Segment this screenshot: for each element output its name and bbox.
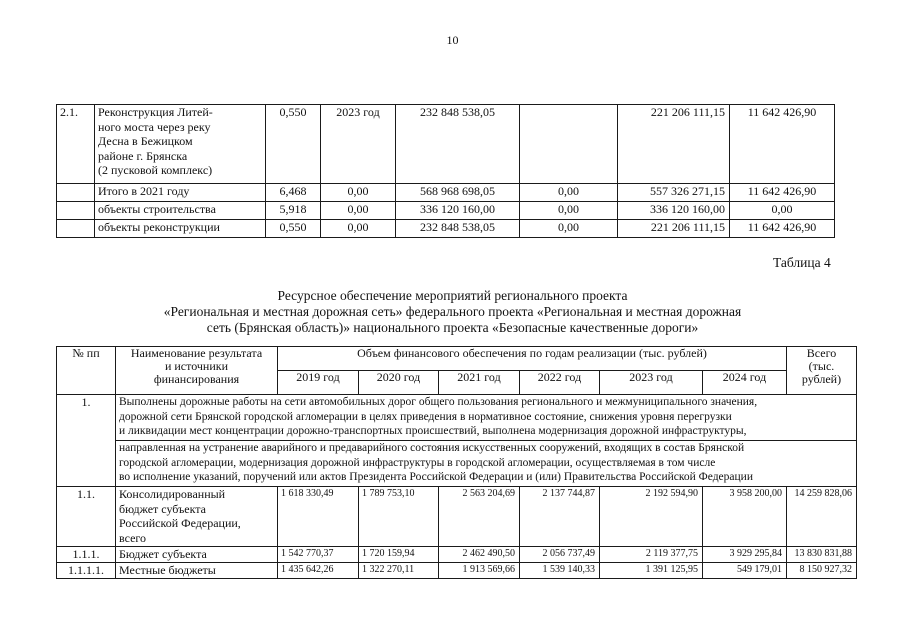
total-cell: 568 968 698,05 [396,184,520,202]
year-cell: 2023 год [321,105,396,184]
header-volume: Объем финансового обеспечения по годам реализации (тыс. рублей) [278,347,787,371]
total-cell: 14 259 828,06 [787,487,857,547]
value-cell: 0,00 [520,202,618,220]
result-line: и ликвидации мест концентрации дорожно-транспортных происшествий, выполнена модернизация дорожной инфраструктуры, [119,425,747,437]
value-cell: 2 056 737,49 [520,547,600,563]
result-row [57,395,857,441]
document-title [0,288,905,336]
value-cell: 557 326 271,15 [618,184,730,202]
total-cell: 232 848 538,05 [396,220,520,238]
table-label: Таблица 4 [773,255,831,270]
title-line: «Региональная и местная дорожная сеть» федерального проекта «Региональная и местная дорожная [163,304,742,319]
header-row [57,347,857,371]
row-number: 2.1. [57,105,95,184]
value-cell: 336 120 160,00 [618,202,730,220]
result-line: направленная на устранение аварийного и предаварийного состояния искусственных сооружений, входящих в состав Брянской [119,442,745,454]
result-line: Выполнены дорожные работы на сети автомобильных дорог общего пользования регионального и межмуниципального значения, [119,396,758,408]
value-cell: 11 642 426,90 [730,184,835,202]
value-cell: 2 119 377,75 [600,547,703,563]
value-cell: 221 206 111,15 [618,220,730,238]
value-cell: 2 462 490,50 [439,547,520,563]
length-cell: 6,468 [266,184,321,202]
value-cell: 1 913 569,66 [439,563,520,579]
result-number: 1. [57,395,116,487]
table-row [57,563,857,579]
object-name-line: районе г. Брянска [98,148,188,163]
header-total-line: рублей) [801,372,842,386]
value-cell: 1 435 642,26 [278,563,359,579]
row-number [57,184,95,202]
table-row [57,105,835,184]
title-line: сеть (Брянская область)» национального проекта «Безопасные качественные дороги» [206,320,699,335]
table-row [57,184,835,202]
value-cell: 1 322 270,11 [359,563,439,579]
value-cell: 0,00 [730,202,835,220]
value-cell: 11 642 426,90 [730,220,835,238]
table-row [57,202,835,220]
object-name: Итого в 2021 году [95,184,266,202]
object-name [95,105,266,184]
result-description [116,441,857,487]
result-row [57,441,857,487]
total-cell: 232 848 538,05 [396,105,520,184]
header-year: 2019 год [278,371,359,395]
total-cell: 336 120 160,00 [396,202,520,220]
source-name: Бюджет субъекта [116,547,278,563]
header-name [116,347,278,395]
object-name-line: (2 пусковой комплекс) [98,163,213,177]
result-line: дорожной сети Брянской городской агломерации в целях приведения в нормативное состояние, снижения уровня перегрузки [119,410,732,423]
source-name: Местные бюджеты [116,563,278,579]
row-number: 1.1.1. [57,547,116,563]
year-cell: 0,00 [321,184,396,202]
result-description [116,395,857,441]
page-number: 10 [446,33,459,47]
title-line: Ресурсное обеспечение мероприятий регионального проекта [277,288,628,303]
object-name-line: Реконструкция Литей- [98,105,213,119]
total-cell: 13 830 831,88 [787,547,857,563]
result-line: городской агломерации, модернизация дорожной инфраструктуры в городской агломерации, осуществляемая в том числе [119,456,716,469]
value-cell [520,105,618,184]
value-cell: 1 542 770,37 [278,547,359,563]
source-name-line: бюджет субъекта [119,501,207,516]
object-name: объекты реконструкции [95,220,266,238]
row-number: 1.1. [57,487,116,547]
value-cell: 11 642 426,90 [730,105,835,184]
table-row [57,220,835,238]
resource-table [56,346,857,579]
total-cell: 8 150 927,32 [787,563,857,579]
header-total [787,347,857,395]
year-cell: 0,00 [321,202,396,220]
value-cell: 2 137 744,87 [520,487,600,547]
length-cell: 0,550 [266,105,321,184]
header-total-line: Всего [806,346,837,360]
header-name-line: финансирования [153,372,240,386]
table-row [57,547,857,563]
year-cell: 0,00 [321,220,396,238]
header-year: 2020 год [359,371,439,395]
source-name-line: всего [119,530,147,545]
table-row [57,487,857,547]
value-cell: 0,00 [520,184,618,202]
source-name [116,487,278,547]
length-cell: 0,550 [266,220,321,238]
object-name: объекты строительства [95,202,266,220]
object-name-line: ного моста через реку [98,119,211,134]
row-number: 1.1.1.1. [57,563,116,579]
object-name-line: Десна в Бежицком [98,134,193,148]
value-cell: 1 391 125,95 [600,563,703,579]
row-number [57,220,95,238]
continuation-table [56,104,835,238]
value-cell: 3 929 295,84 [703,547,787,563]
header-name-line: и источники [164,359,229,373]
length-cell: 5,918 [266,202,321,220]
source-name-line: Консолидированный [119,487,226,501]
header-number: № пп [57,347,116,395]
header-total-line: (тыс. [808,359,835,373]
header-year: 2023 год [600,371,703,395]
header-year: 2021 год [439,371,520,395]
result-line: во исполнение указаний, поручений или актов Президента Российской Федерации и (или) Правительства Российской Федерации [119,471,753,483]
header-year: 2024 год [703,371,787,395]
value-cell: 549 179,01 [703,563,787,579]
row-number [57,202,95,220]
value-cell: 1 539 140,33 [520,563,600,579]
source-name-line: Российской Федерации, [119,516,241,530]
value-cell: 2 563 204,69 [439,487,520,547]
header-year: 2022 год [520,371,600,395]
value-cell: 3 958 200,00 [703,487,787,547]
value-cell: 0,00 [520,220,618,238]
header-name-line: Наименование результата [130,346,263,360]
value-cell: 1 789 753,10 [359,487,439,547]
value-cell: 1 618 330,49 [278,487,359,547]
value-cell: 2 192 594,90 [600,487,703,547]
value-cell: 221 206 111,15 [618,105,730,184]
value-cell: 1 720 159,94 [359,547,439,563]
